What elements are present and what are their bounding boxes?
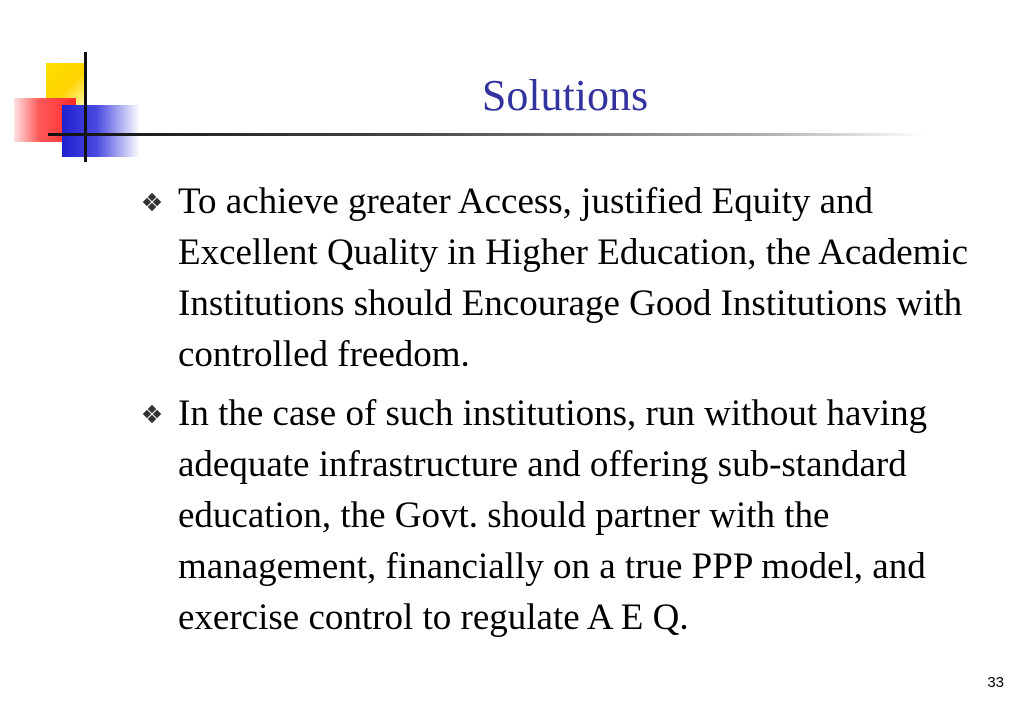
color-squares-logo: [0, 0, 160, 170]
diamond-cluster-icon: [144, 406, 160, 422]
page-number: 33: [987, 674, 1004, 691]
diamond-cluster-icon: [144, 194, 160, 210]
bullet-item: [140, 176, 1010, 380]
logo-blue-square: [62, 105, 140, 157]
logo-vertical-line: [84, 52, 87, 162]
bullet-text: In the case of such institutions, run without having adequate infrastructure and offering sub-standard education, the Govt. should partner with the management, financially on a true PPP model, and exercise control to regulate A E Q.: [178, 393, 928, 638]
bullet-item: [140, 388, 1010, 643]
bullet-text: To achieve greater Access, justified Equity and Excellent Quality in Higher Education, the Academic Institutions should Encourage Good Institutions with controlled freedom.: [178, 181, 969, 375]
bullet-list: [140, 176, 1010, 651]
slide-title: Solutions: [481, 71, 649, 120]
title-divider: [48, 133, 928, 136]
